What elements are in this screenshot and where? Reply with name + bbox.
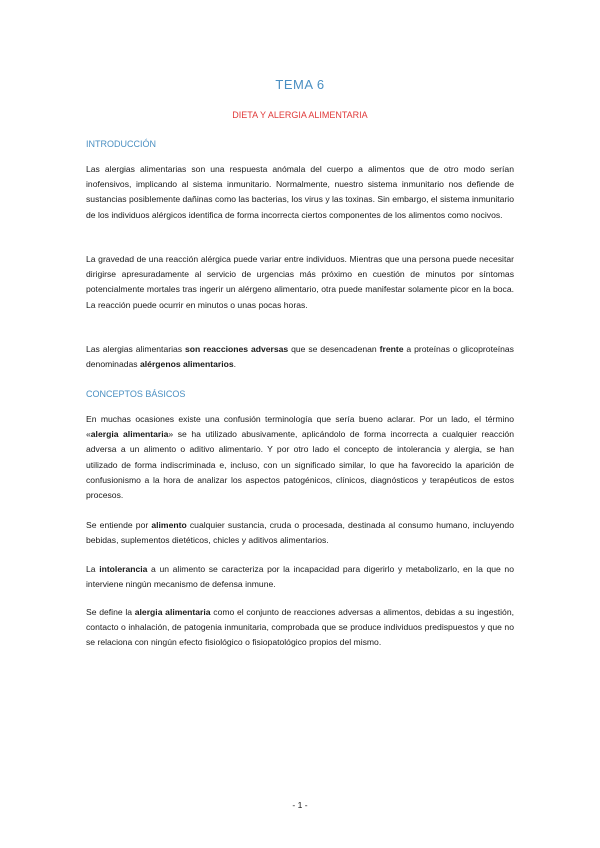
paragraph-intro-3: Las alergias alimentarias son reacciones adversas que se desencadenan frente a proteínas o glicoproteínas denominadas alérgenos alimentarios. (86, 344, 514, 370)
section-heading-introduction: INTRODUCCIÓN (86, 139, 156, 149)
document-subtitle: DIETA Y ALERGIA ALIMENTARIA (232, 110, 368, 120)
paragraph-concepts-1: En muchas ocasiones existe una confusión terminología que sería bueno aclarar. Por un lado, el término «alergia alimentaria» se ha utilizado abusivamente, aplicándolo de forma incorrecta a cualquier reacción adversa a un alimento o aditivo alimentario. Y por otro lado el concepto de intolerancia y alergia, se han utilizado de forma indiscriminada e, incluso, con un significado similar, lo que ha favorecido la aparición de confusionismo a la hora de analizar los aspectos patogénicos, clínicos, diagnósticos y terapéuticos de estos procesos. (86, 414, 514, 501)
paragraph-intro-2: La gravedad de una reacción alérgica puede variar entre individuos. Mientras que una persona puede necesitar dirigirse apresuradamente al servicio de urgencias más próximo en cuestión de minutos por síntomas potencialmente mortales tras ingerir un alérgeno alimentario, otra puede manifestar solamente picor en la boca. La reacción puede ocurrir en minutos o unas pocas horas. (86, 254, 514, 310)
paragraph-concepts-3: La intolerancia a un alimento se caracteriza por la incapacidad para digerirlo y metabolizarlo, en la que no interviene ningún mecanismo de defensa inmune. (86, 564, 514, 590)
paragraph-concepts-4: Se define la alergia alimentaria como el conjunto de reacciones adversas a alimentos, debidas a su ingestión, contacto o inhalación, de patogenia inmunitaria, comprobada que se produce individuos predispuestos y que no se relaciona con ningún efecto fisiológico o fisiopatológico propios del mismo. (86, 607, 515, 648)
document-title: TEMA 6 (275, 77, 325, 92)
paragraph-concepts-2: Se entiende por alimento cualquier sustancia, cruda o procesada, destinada al consumo humano, incluyendo bebidas, suplementos dietéticos, chicles y aditivos alimentarios. (86, 520, 514, 546)
page-number: - 1 - (292, 800, 308, 810)
section-heading-concepts: CONCEPTOS BÁSICOS (86, 389, 186, 399)
paragraph-intro-1: Las alergias alimentarias son una respuesta anómala del cuerpo a alimentos que de otro modo serían inofensivos, implicando al sistema inmunitario. Normalmente, nuestro sistema inmunitario nos defiende de sustancias posiblemente dañinas como las bacterias, los virus y las toxinas. Sin embargo, el sistema inmunitario de los individuos alérgicos identifica de forma incorrecta ciertos componentes de los alimentos como nocivos. (86, 164, 514, 220)
